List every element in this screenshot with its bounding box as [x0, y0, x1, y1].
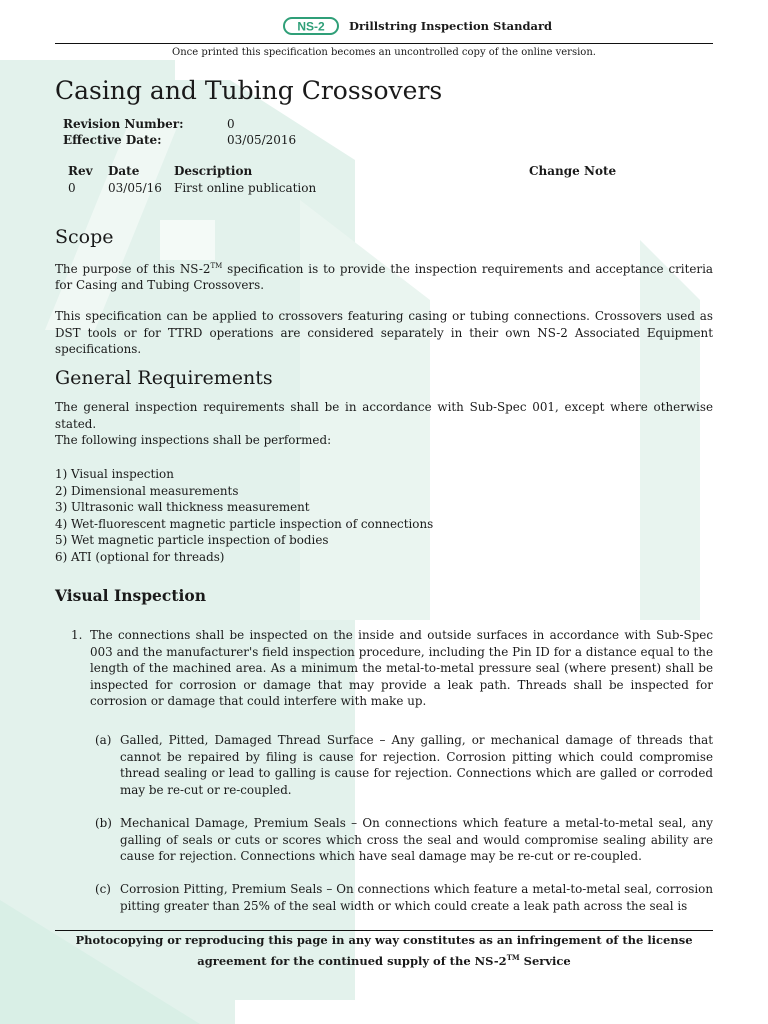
effective-date-value: 03/05/2016 [227, 133, 297, 147]
col-header-date: Date [108, 164, 140, 178]
list-item: 2) Dimensional measurements [55, 483, 239, 498]
general-paragraph-1: The general inspection requirements shall be in accordance with Sub-Spec 001, except where otherwise stated. [55, 400, 713, 431]
general-requirements-heading: General Requirements [55, 367, 273, 389]
uncontrolled-copy-note: Once printed this specification becomes an uncontrolled copy of the online version. [172, 47, 596, 58]
footer-divider [55, 930, 713, 931]
scope-paragraph-1 [55, 258, 713, 294]
list-item: 4) Wet-fluorescent magnetic particle inspection of connections [55, 516, 434, 531]
logo-text: NS-2 [297, 19, 325, 34]
general-paragraph-2: The following inspections shall be performed: [55, 433, 332, 447]
col-header-rev: Rev [68, 164, 93, 178]
footer-text: agreement for the continued supply of the NS-2 [197, 953, 507, 968]
item-text: The connections shall be inspected on the inside and outside surfaces in accordance with Sub-Spec 003 and the manufacturer's field inspection procedure, including the Pin ID for a distance equal to the length of the machined area. As a minimum the metal-to-metal pressure seal (where present) shall be inspected for corrosion or damage that may provide a leak path. Threads shall be inspected for corrosion or damage that could interfere with make up. [90, 628, 713, 708]
revision-number-value: 0 [227, 117, 235, 131]
page-header [0, 17, 768, 39]
footer-text: Service [519, 953, 571, 968]
col-header-description: Description [174, 164, 253, 178]
footer-line-2 [55, 949, 713, 970]
col-header-change-note: Change Note [529, 164, 617, 178]
subitem-label: (c) [95, 882, 111, 896]
table-cell-description: First online publication [174, 181, 317, 195]
trademark-mark: TM [210, 262, 223, 270]
footer-line-1: Photocopying or reproducing this page in any way constitutes as an infringement of the license [75, 933, 693, 947]
subitem-text: Corrosion Pitting, Premium Seals – On connections which feature a metal-to-metal seal, corrosion pitting greater than 25% of the seal width or which could create a leak path across the seal is [120, 882, 713, 913]
scope-text: The purpose of this NS-2 [55, 261, 211, 276]
header-divider [55, 43, 713, 44]
list-item: 6) ATI (optional for threads) [55, 549, 225, 564]
ns2-logo [283, 17, 339, 35]
scope-heading: Scope [55, 226, 114, 248]
list-item: 1) Visual inspection [55, 467, 174, 481]
trademark-mark: TM [506, 953, 520, 962]
inspection-list [55, 466, 433, 565]
subitem-text: Galled, Pitted, Damaged Thread Surface – Any galling, or mechanical damage of threads that cannot be repaired by filing is cause for rejection. Corrosion pitting which could compromise thread sealing or lead to galling is cause for rejection. Connections which are galled or corroded may be re-cut or re-coupled. [120, 733, 713, 797]
document-title: Casing and Tubing Crossovers [55, 76, 443, 105]
scope-text: specification is to provide the inspection requirements and acceptance criteria for Casing and Tubing Crossovers. [55, 261, 713, 293]
visual-subitem-c [55, 881, 713, 917]
effective-date-label: Effective Date: [63, 133, 162, 147]
visual-inspection-heading: Visual Inspection [55, 586, 207, 605]
license-footer [55, 932, 713, 970]
header-title: Drillstring Inspection Standard [349, 19, 553, 33]
list-item: 3) Ultrasonic wall thickness measurement [55, 500, 310, 514]
list-item: 5) Wet magnetic particle inspection of bodies [55, 533, 329, 547]
table-cell-rev: 0 [68, 181, 76, 195]
subitem-label: (b) [95, 816, 112, 830]
revision-number-label: Revision Number: [63, 117, 184, 131]
table-cell-date: 03/05/16 [108, 181, 162, 195]
subitem-label: (a) [95, 733, 112, 747]
subitem-text: Mechanical Damage, Premium Seals – On connections which feature a metal-to-metal seal, any galling of seals or cuts or scores which cross the seal and would compromise sealing ability are cause for rejection. Connections which have seal damage may be re-cut or re-coupled. [120, 816, 713, 863]
item-number: 1. [71, 628, 83, 642]
scope-paragraph-2: This specification can be applied to crossovers featuring casing or tubing connections. Crossovers used as DST tools or for TTRD operations are considered separately in their own NS-2 Associated Equipment specifications. [55, 309, 713, 356]
revision-history-table [68, 164, 728, 198]
